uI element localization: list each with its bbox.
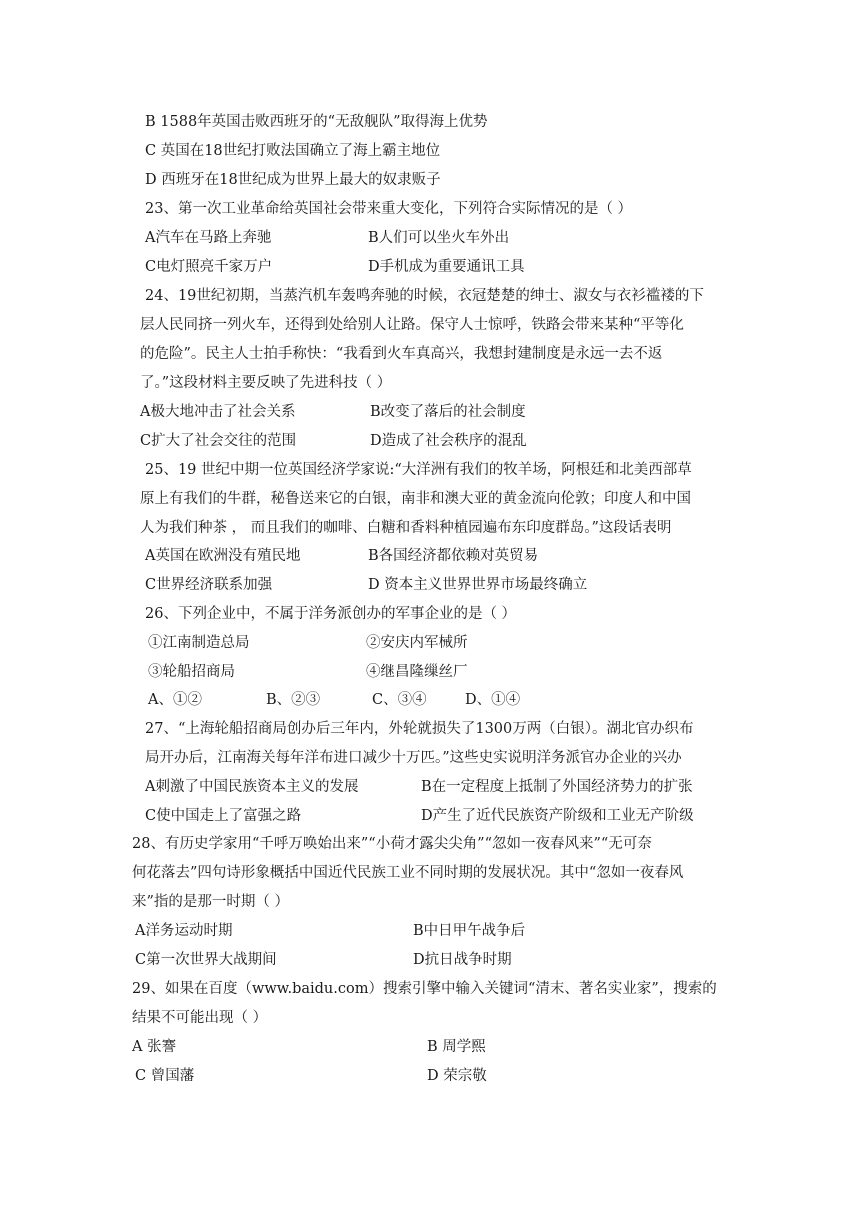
q29-option-c: C 曾国藩 bbox=[135, 1068, 195, 1084]
q28-option-b: B中日甲午战争后 bbox=[413, 923, 526, 939]
q29-option-d: D 荣宗敬 bbox=[427, 1068, 487, 1084]
q22-option-c: C 英国在18世纪打败法国确立了海上霸主地位 bbox=[145, 143, 441, 159]
q22-option-d: D 西班牙在18世纪成为世界上最大的奴隶贩子 bbox=[145, 172, 441, 188]
q24-stem-line-3: 的危险”。民主人士拍手称快：“我看到火车真高兴，我想封建制度是永远一去不返 bbox=[140, 346, 663, 362]
q23-option-d: D手机成为重要通讯工具 bbox=[368, 259, 525, 275]
q28-option-a: A洋务运动时期 bbox=[135, 923, 233, 939]
q22-option-b: B 1588年英国击败西班牙的“无敌舰队”取得海上优势 bbox=[145, 114, 488, 130]
q29-option-b: B 周学熙 bbox=[427, 1039, 486, 1055]
q26-stem: 26、下列企业中，不属于洋务派创办的军事企业的是（ ） bbox=[145, 606, 517, 622]
q28-option-c: C第一次世界大战期间 bbox=[135, 952, 277, 968]
q25-option-d: D 资本主义世界世界市场最终确立 bbox=[368, 577, 588, 593]
q26-item-1: ①江南制造总局 bbox=[148, 635, 250, 651]
q28-stem-line-2: 何花落去”四句诗形象概括中国近代民族工业不同时期的发展状况。其中“忽如一夜春风 bbox=[132, 865, 684, 881]
q25-option-c: C世界经济联系加强 bbox=[145, 577, 273, 593]
q29-stem-line-2: 结果不可能出现（ ） bbox=[132, 1010, 268, 1026]
q26-option-a: A、①② bbox=[148, 692, 202, 708]
q25-option-b: B各国经济都依赖对英贸易 bbox=[368, 548, 539, 564]
q24-option-c: C扩大了社会交往的范围 bbox=[140, 433, 297, 449]
q24-stem-line-1: 24、19世纪初期，当蒸汽机车轰鸣奔驰的时候，衣冠楚楚的绅士、淑女与衣衫褴褛的下 bbox=[145, 288, 704, 304]
q26-item-2: ②安庆内军械所 bbox=[366, 635, 468, 651]
q27-option-a: A刺激了中国民族资本主义的发展 bbox=[145, 779, 359, 795]
q26-option-c: C、③④ bbox=[372, 692, 427, 708]
q25-stem-line-1: 25、19 世纪中期一位英国经济学家说:“大洋洲有我们的牧羊场，阿根廷和北美西部草 bbox=[145, 462, 692, 478]
q23-option-a: A汽车在马路上奔驰 bbox=[145, 230, 272, 246]
q23-option-b: B人们可以坐火车外出 bbox=[368, 230, 510, 246]
q24-stem-line-2: 层人民同挤一列火车，还得到处给别人让路。保守人士惊呼，铁路会带来某种“平等化 bbox=[140, 317, 684, 333]
q24-option-a: A极大地冲击了社会关系 bbox=[140, 404, 296, 420]
q27-option-b: B在一定程度上抵制了外国经济势力的扩张 bbox=[421, 779, 693, 795]
q28-stem-line-1: 28、有历史学家用“千呼万唤始出来”“小荷才露尖尖角”“忽如一夜春风来”“无可奈 bbox=[132, 836, 652, 852]
q24-option-d: D造成了社会秩序的混乱 bbox=[370, 433, 527, 449]
q23-stem: 23、第一次工业革命给英国社会带来重大变化，下列符合实际情况的是（ ） bbox=[145, 201, 633, 217]
q23-option-c: C电灯照亮千家万户 bbox=[145, 259, 273, 275]
q26-option-b: B、②③ bbox=[266, 692, 321, 708]
q27-option-d: D产生了近代民族资产阶级和工业无产阶级 bbox=[421, 808, 694, 824]
q25-option-a: A英国在欧洲没有殖民地 bbox=[145, 548, 301, 564]
q25-stem-line-2: 原上有我们的牛群，秘鲁送来它的白银，南非和澳大亚的黄金流向伦敦；印度人和中国 bbox=[140, 491, 691, 507]
q26-item-4: ④继昌隆缫丝厂 bbox=[366, 664, 468, 680]
q26-item-3: ③轮船招商局 bbox=[148, 664, 235, 680]
q29-option-a: A 张謇 bbox=[132, 1039, 177, 1055]
q25-stem-line-3: 人为我们种茶 ， 而且我们的咖啡、白糖和香料种植园遍布东印度群岛。”这段话表明 bbox=[140, 520, 672, 536]
q28-option-d: D抗日战争时期 bbox=[413, 952, 512, 968]
q26-option-d: D、①④ bbox=[465, 692, 521, 708]
q24-stem-line-4: 了。”这段材料主要反映了先进科技（ ） bbox=[140, 375, 392, 391]
q27-stem-line-2: 局开办后，江南海关每年洋布进口减少十万匹。”这些史实说明洋务派官办企业的兴办 bbox=[145, 750, 682, 766]
q27-option-c: C使中国走上了富强之路 bbox=[145, 808, 302, 824]
q24-option-b: B改变了落后的社会制度 bbox=[370, 404, 526, 420]
q28-stem-line-3: 来”指的是那一时期（ ） bbox=[132, 894, 290, 910]
q29-stem-line-1: 29、如果在百度（www.baidu.com）搜索引擎中输入关键词“清末、著名实业家”，搜索的 bbox=[132, 981, 717, 997]
q27-stem-line-1: 27、“上海轮船招商局创办后三年内，外轮就损失了1300万两（白银）。湖北官办织布 bbox=[145, 721, 694, 737]
